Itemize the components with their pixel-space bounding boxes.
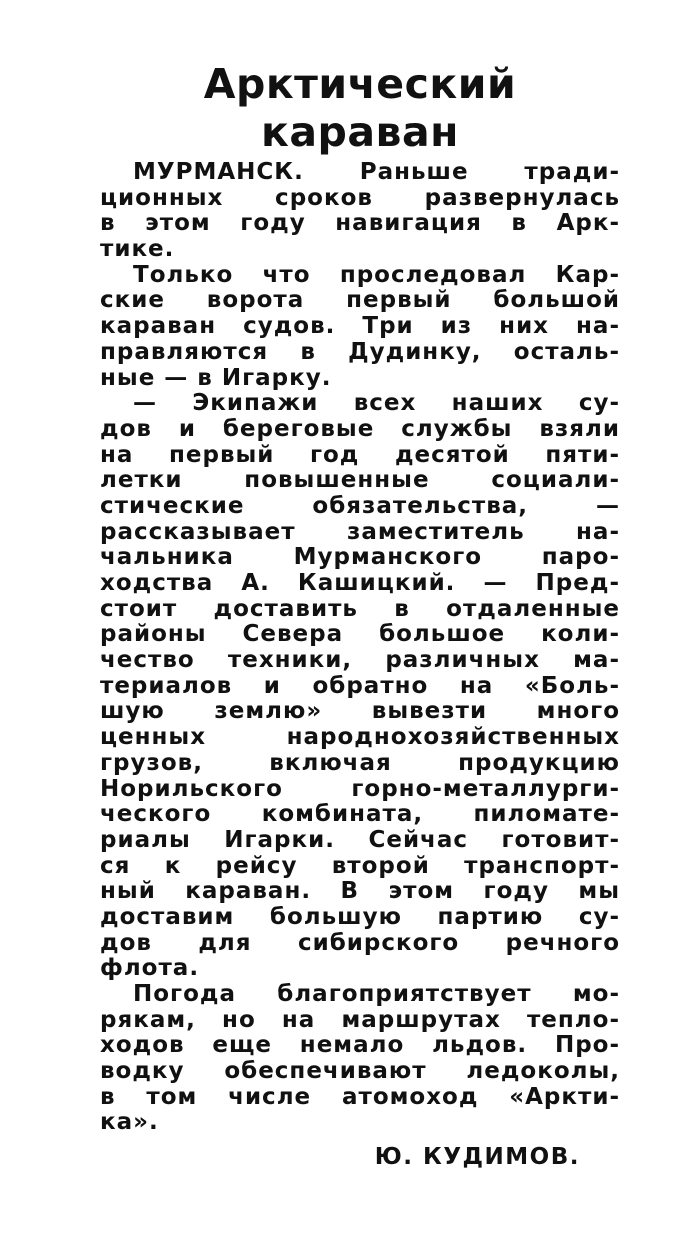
paragraph-line: ка». — [100, 1109, 159, 1136]
paragraph-line: чальника Мурманского паро- — [100, 544, 620, 571]
paragraph-line: Только что проследовал Кар- — [133, 261, 620, 288]
paragraph-line: ценных народнохозяйственных — [100, 724, 620, 751]
paragraph-line: риалы Игарки. Сейчас готовит- — [100, 826, 620, 853]
headline — [100, 60, 620, 156]
paragraph-line: ный караван. В этом году мы — [100, 878, 620, 905]
paragraph-line: флота. — [100, 955, 200, 982]
paragraph-line: правляются в Дудинку, осталь- — [100, 338, 620, 365]
paragraph-line: дов и береговые службы взяли — [100, 415, 620, 442]
paragraph-line: териалов и обратно на «Боль- — [100, 672, 620, 699]
paragraph-line: рассказывает заместитель на- — [100, 518, 620, 545]
article-body — [100, 160, 620, 1136]
paragraph-line: чество техники, различных ма- — [100, 647, 620, 674]
paragraph-line: ционных сроков развернулась — [100, 184, 620, 211]
paragraph-line: на первый год десятой пяти- — [100, 441, 620, 468]
headline-line-2: караван — [261, 108, 459, 156]
paragraph-line: ходов еще немало льдов. Про- — [100, 1032, 620, 1059]
paragraph-line: доставим большую партию су- — [100, 903, 620, 930]
paragraph-line: Погода благоприятствует мо- — [133, 981, 620, 1007]
paragraph-line: тике. — [100, 236, 175, 263]
paragraph-line: дов для сибирского речного — [100, 929, 620, 956]
paragraph-line: в том числе атомоход «Аркти- — [100, 1083, 620, 1110]
paragraph — [100, 391, 620, 982]
paragraph — [100, 160, 620, 263]
paragraph-line: ческого комбината, пиломате- — [100, 801, 620, 828]
paragraph-line: ходства А. Кашицкий. — Пред- — [100, 570, 620, 596]
author-signature: Ю. КУДИМОВ. — [374, 1144, 580, 1171]
paragraph-line: караван судов. Три из них на- — [100, 313, 620, 340]
paragraph-line: грузов, включая продукцию — [100, 749, 620, 776]
paragraph-line: стические обязательства, — — [100, 492, 620, 519]
paragraph-line: районы Севера большое коли- — [100, 621, 620, 648]
paragraph-line: Норильского горно-металлурги- — [100, 775, 620, 802]
newspaper-clipping — [100, 60, 620, 1170]
paragraph-line: стоит доставить в отдаленные — [100, 595, 620, 622]
paragraph-line: ские ворота первый большой — [100, 287, 620, 314]
headline-line-1: Арктический — [203, 60, 517, 108]
paragraph-line: рякам, но на маршрутах тепло- — [100, 1006, 620, 1033]
paragraph-line: водку обеспечивают ледоколы, — [100, 1058, 620, 1085]
paragraph-line: ные — в Игарку. — [100, 364, 332, 391]
paragraph-line: летки повышенные социали- — [100, 467, 620, 494]
paragraph-line: в этом году навигация в Арк- — [100, 210, 620, 237]
paragraph-line: — Экипажи всех наших су- — [133, 390, 620, 417]
paragraph — [100, 982, 620, 1136]
paragraph — [100, 263, 620, 391]
paragraph-line: ся к рейсу второй транспорт- — [100, 852, 620, 879]
paragraph-line: шую землю» вывезти много — [100, 698, 620, 725]
paragraph-line: МУРМАНСК. Раньше тради- — [133, 159, 620, 185]
